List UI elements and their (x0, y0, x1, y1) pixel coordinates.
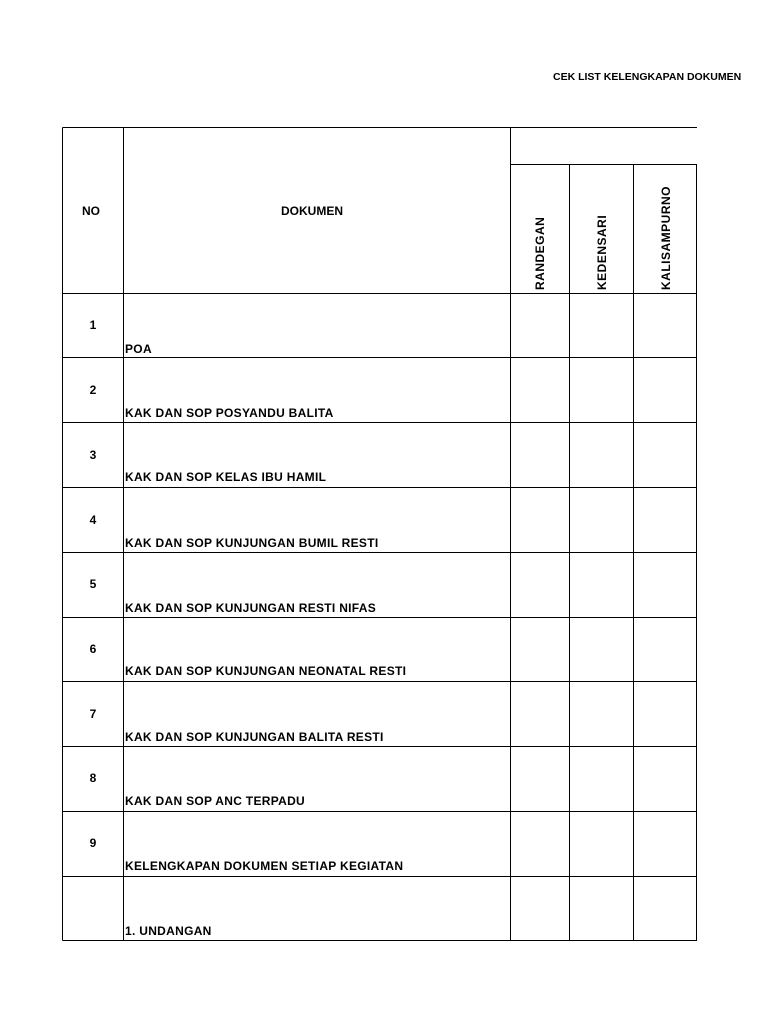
row-number: 9 (89, 836, 97, 850)
column-header-no: NO (82, 204, 100, 218)
row-number: 6 (89, 642, 97, 656)
row-document: KAK DAN SOP KUNJUNGAN BUMIL RESTI (125, 536, 379, 550)
row-number: 2 (89, 383, 97, 397)
row-number: 8 (89, 771, 97, 785)
row-number: 7 (89, 707, 97, 721)
row-document: POA (125, 342, 152, 356)
row-document: KAK DAN SOP ANC TERPADU (125, 794, 306, 808)
row-document: KAK DAN SOP KUNJUNGAN RESTI NIFAS (125, 601, 377, 615)
row-number: 3 (89, 448, 97, 462)
page-title: CEK LIST KELENGKAPAN DOKUMEN (553, 71, 742, 83)
row-document: KAK DAN SOP POSYANDU BALITA (125, 406, 334, 420)
row-document: KAK DAN SOP KUNJUNGAN NEONATAL RESTI (125, 664, 407, 678)
row-document: KAK DAN SOP KELAS IBU HAMIL (125, 470, 327, 484)
column-header-kedensari: KEDENSARI (595, 214, 609, 290)
column-header-dokumen: DOKUMEN (281, 204, 343, 218)
row-document: 1. UNDANGAN (125, 924, 212, 938)
row-document: KAK DAN SOP KUNJUNGAN BALITA RESTI (125, 730, 384, 744)
row-number: 5 (89, 577, 97, 591)
row-number: 4 (89, 513, 97, 527)
column-header-randegan: RANDEGAN (533, 216, 547, 290)
row-document: KELENGKAPAN DOKUMEN SETIAP KEGIATAN (125, 859, 404, 873)
column-header-kalisampurno: KALISAMPURNO (659, 186, 673, 290)
row-number: 1 (89, 318, 97, 332)
